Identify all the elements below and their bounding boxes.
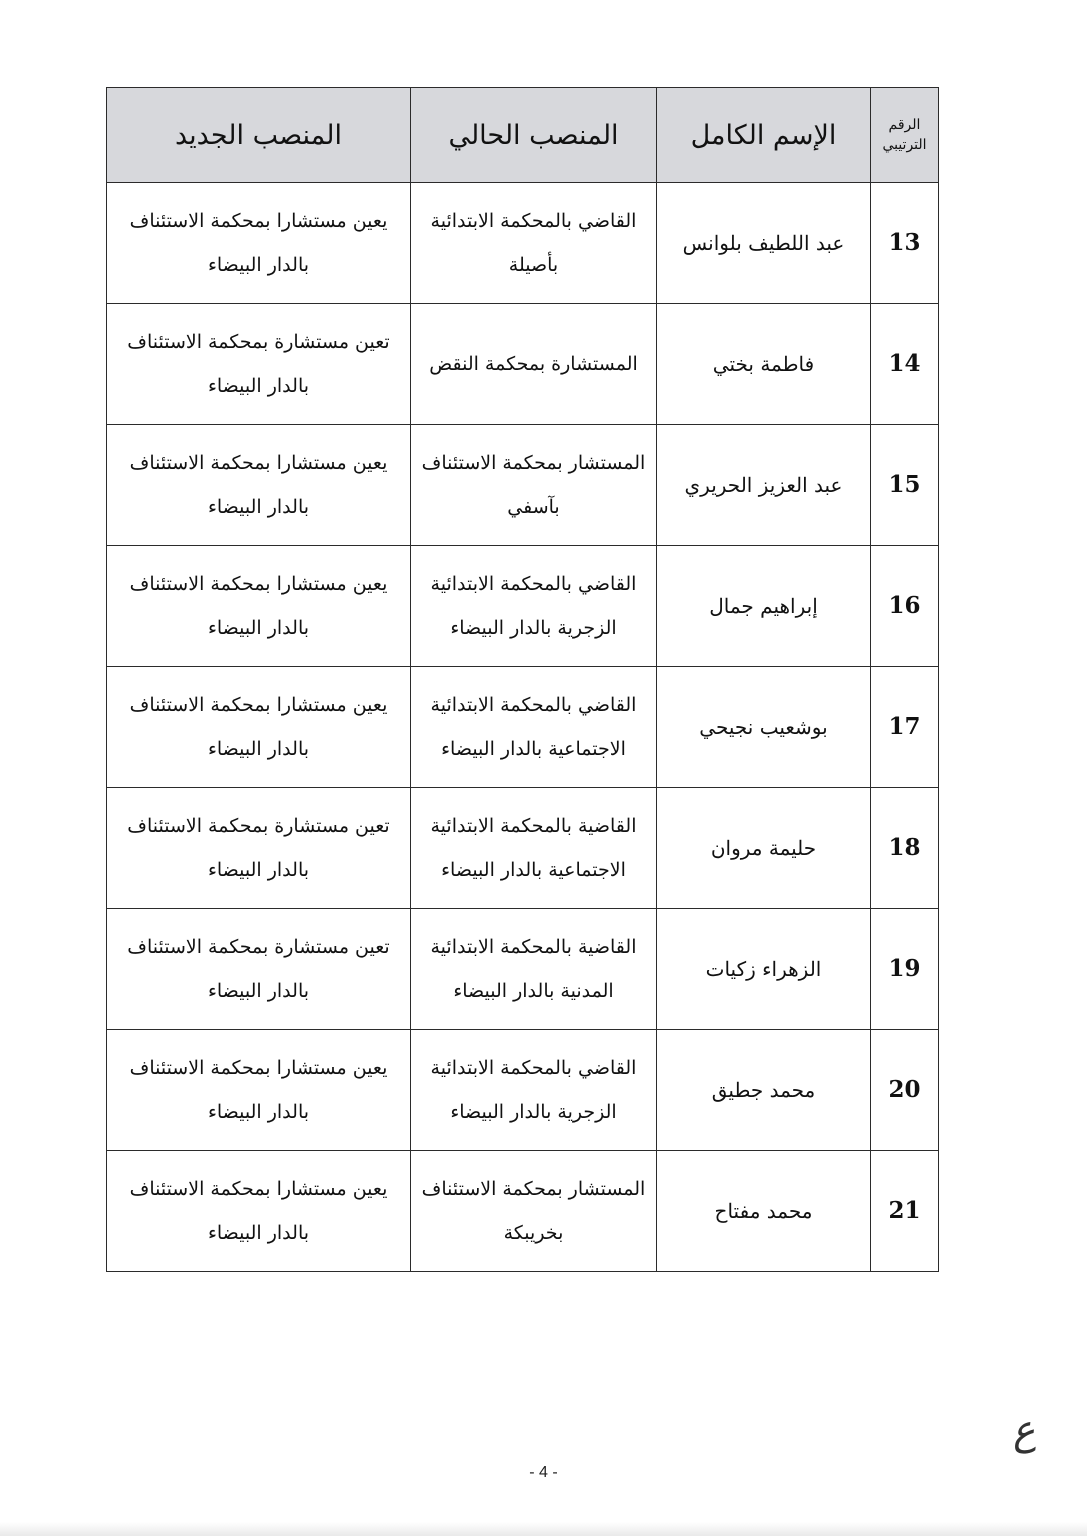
row-current-position: المستشارة بمحكمة النقض [411, 304, 657, 425]
row-number: 13 [871, 183, 939, 304]
header-new-position: المنصب الجديد [107, 88, 411, 183]
row-full-name: الزهراء زكيات [657, 909, 871, 1030]
row-new-position: تعين مستشارة بمحكمة الاستئناف بالدار البيضاء [107, 909, 411, 1030]
row-current-position: المستشار بمحكمة الاستئناف بخريبكة [411, 1151, 657, 1272]
table-row [107, 183, 939, 304]
appointments-table [106, 87, 939, 1272]
table-row [107, 546, 939, 667]
table-row [107, 909, 939, 1030]
row-number: 17 [871, 667, 939, 788]
row-number: 21 [871, 1151, 939, 1272]
row-new-position: تعين مستشارة بمحكمة الاستئناف بالدار البيضاء [107, 304, 411, 425]
row-full-name: فاطمة بختي [657, 304, 871, 425]
row-full-name: حليمة مروان [657, 788, 871, 909]
table-header-row [107, 88, 939, 183]
row-number: 15 [871, 425, 939, 546]
row-current-position: القاضي بالمحكمة الابتدائية الزجرية بالدار البيضاء [411, 546, 657, 667]
row-new-position: يعين مستشارا بمحكمة الاستئناف بالدار البيضاء [107, 1030, 411, 1151]
row-number: 16 [871, 546, 939, 667]
header-number: الرقم الترتيبي [871, 88, 939, 183]
table-row [107, 667, 939, 788]
row-number: 18 [871, 788, 939, 909]
row-full-name: إبراهيم جمال [657, 546, 871, 667]
row-full-name: عبد اللطيف بلوانس [657, 183, 871, 304]
row-current-position: القاضي بالمحكمة الابتدائية الاجتماعية بالدار البيضاء [411, 667, 657, 788]
row-full-name: محمد مفتاح [657, 1151, 871, 1272]
row-new-position: يعين مستشارا بمحكمة الاستئناف بالدار البيضاء [107, 546, 411, 667]
header-current-position: المنصب الحالي [411, 88, 657, 183]
page-number: - 4 - [529, 1464, 558, 1481]
handwritten-initial: ع [1008, 1406, 1039, 1456]
row-full-name: بوشعيب نجيحي [657, 667, 871, 788]
row-current-position: القاضي بالمحكمة الابتدائية بأصيلة [411, 183, 657, 304]
row-new-position: يعين مستشارا بمحكمة الاستئناف بالدار البيضاء [107, 667, 411, 788]
row-full-name: محمد جطيق [657, 1030, 871, 1151]
row-new-position: تعين مستشارة بمحكمة الاستئناف بالدار البيضاء [107, 788, 411, 909]
page-bottom-edge [0, 1522, 1087, 1536]
row-new-position: يعين مستشارا بمحكمة الاستئناف بالدار البيضاء [107, 183, 411, 304]
row-full-name: عبد العزيز الحريري [657, 425, 871, 546]
row-new-position: يعين مستشارا بمحكمة الاستئناف بالدار البيضاء [107, 425, 411, 546]
table-row [107, 304, 939, 425]
row-current-position: القاضي بالمحكمة الابتدائية الزجرية بالدار البيضاء [411, 1030, 657, 1151]
table-row [107, 425, 939, 546]
table-row [107, 788, 939, 909]
table-row [107, 1030, 939, 1151]
row-number: 19 [871, 909, 939, 1030]
row-new-position: يعين مستشارا بمحكمة الاستئناف بالدار البيضاء [107, 1151, 411, 1272]
row-current-position: القاضية بالمحكمة الابتدائية الاجتماعية بالدار البيضاء [411, 788, 657, 909]
table-row [107, 1151, 939, 1272]
row-current-position: القاضية بالمحكمة الابتدائية المدنية بالدار البيضاء [411, 909, 657, 1030]
header-full-name: الإسم الكامل [657, 88, 871, 183]
row-number: 20 [871, 1030, 939, 1151]
row-number: 14 [871, 304, 939, 425]
row-current-position: المستشار بمحكمة الاستئناف بآسفي [411, 425, 657, 546]
